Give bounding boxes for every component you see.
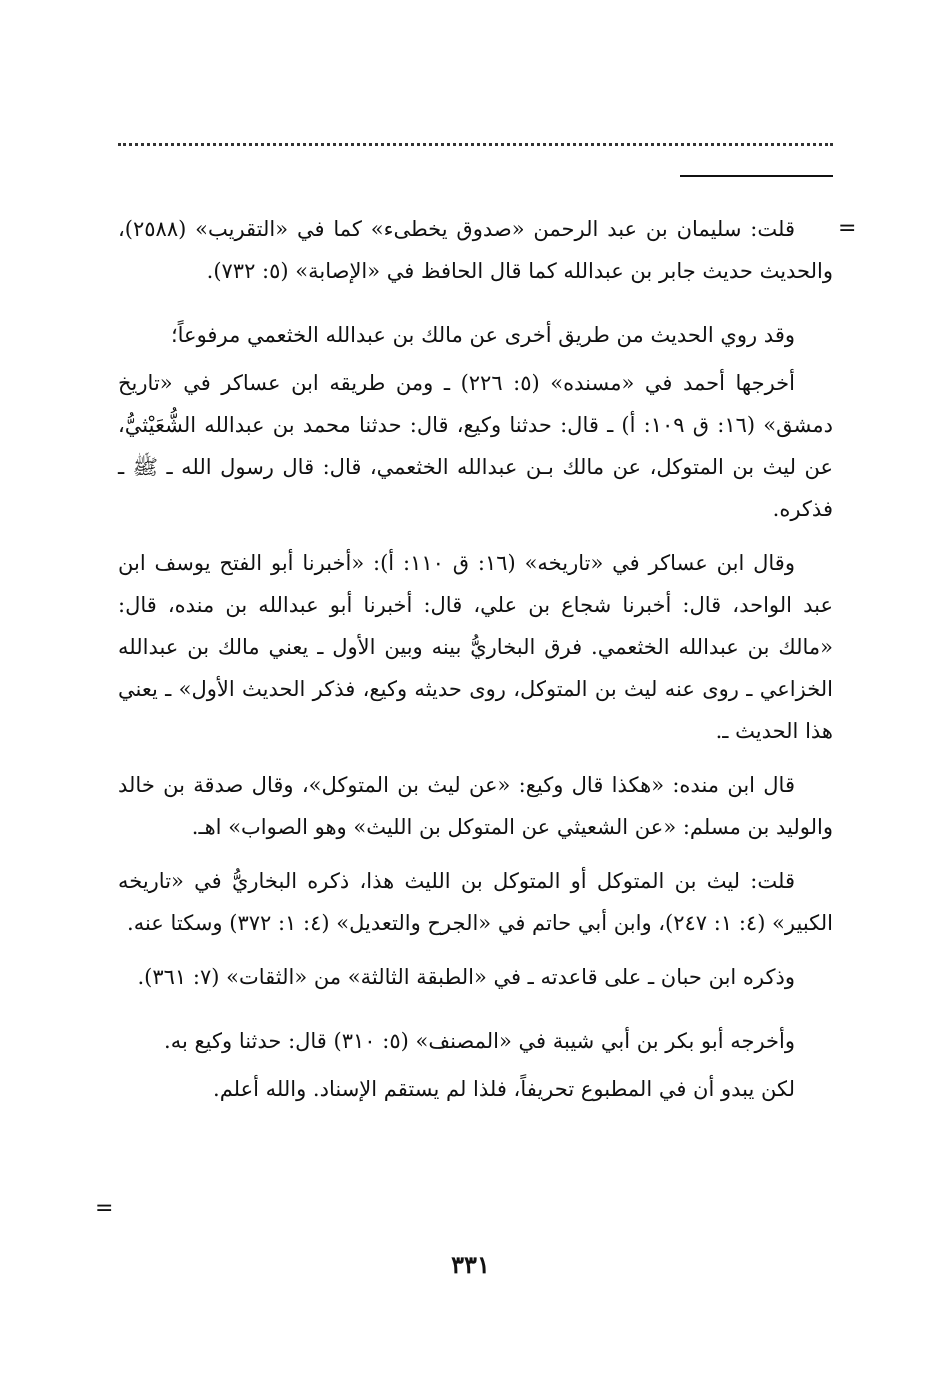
- paragraph-5: قال ابن منده: «هكذا قال وكيع: «عن ليث بن المتوكل»، وقال صدقة بن خالد والوليد بن مسلم: «عن الشعيثي عن المتوكل بن الليث» وهو الصواب» اهـ.: [118, 773, 833, 839]
- paragraph-1: قلت: سليمان بن عبد الرحمن «صدوق يخطىء» كما في «التقريب» (٢٥٨٨)، والحديث حديث جابر بن عبدالله كما قال الحافظ في «الإصابة» (٥: ٧٣٢).: [118, 217, 833, 283]
- continuation-mark-bottom: =: [95, 1196, 114, 1221]
- paragraph-8: وأخرجه أبو بكر بن أبي شيبة في «المصنف» (٥: ٣١٠) قال: حدثنا وكيع به.: [164, 1029, 795, 1053]
- paragraph-7: وذكره ابن حبان ـ على قاعدته ـ في «الطبقة الثالثة» من «الثقات» (٧: ٣٦١).: [137, 965, 795, 989]
- paragraph-2: وقد روي الحديث من طريق أخرى عن مالك بن عبدالله الخثعمي مرفوعاً؛: [170, 323, 795, 347]
- continuation-mark-top: =: [838, 216, 857, 241]
- paragraph-9: لكن يبدو أن في المطبوع تحريفاً، فلذا لم يستقم الإسناد. والله أعلم.: [213, 1077, 795, 1101]
- paragraph-6: قلت: ليث بن المتوكل أو المتوكل بن الليث هذا، ذكره البخاريُّ في «تاريخه الكبير» (٤: ١: ٢٤٧)، وابن أبي حاتم في «الجرح والتعديل» (٤: ١: ٣٧٢) وسكتا عنه.: [118, 869, 833, 935]
- footnote-text: [118, 208, 833, 1110]
- dotted-separator: [118, 143, 833, 146]
- paragraph-4: وقال ابن عساكر في «تاريخه» (١٦: ق ١١٠: أ): «أخبرنا أبو الفتح يوسف ابن عبد الواحد، قال: أخبرنا شجاع بن علي، قال: أخبرنا أبو عبدالله بن منده، قال: «مالك بن عبدالله الخثعمي. فرق البخاريُّ بينه وبين الأول ـ يعني مالك بن عبدالله الخزاعي ـ روى عنه ليث بن المتوكل، روى حديثه وكيع، فذكر الحديث الأول» ـ يعني هذا الحديث ـ.: [118, 551, 833, 743]
- paragraph-3: أخرجها أحمد في «مسنده» (٥: ٢٢٦) ـ ومن طريقه ابن عساكر في «تاريخ دمشق» (١٦: ق ١٠٩: أ) ـ قال: حدثنا وكيع، قال: حدثنا محمد بن عبدالله الشُّعَيْثيُّ، عن ليث بن المتوكل، عن مالك بـن عبدالله الخثعمي، قال: قال رسول الله ـ ﷺ ـ فذكره.: [118, 371, 833, 521]
- footnote-rule: [680, 175, 833, 177]
- page-number: ٣٣١: [451, 1250, 490, 1279]
